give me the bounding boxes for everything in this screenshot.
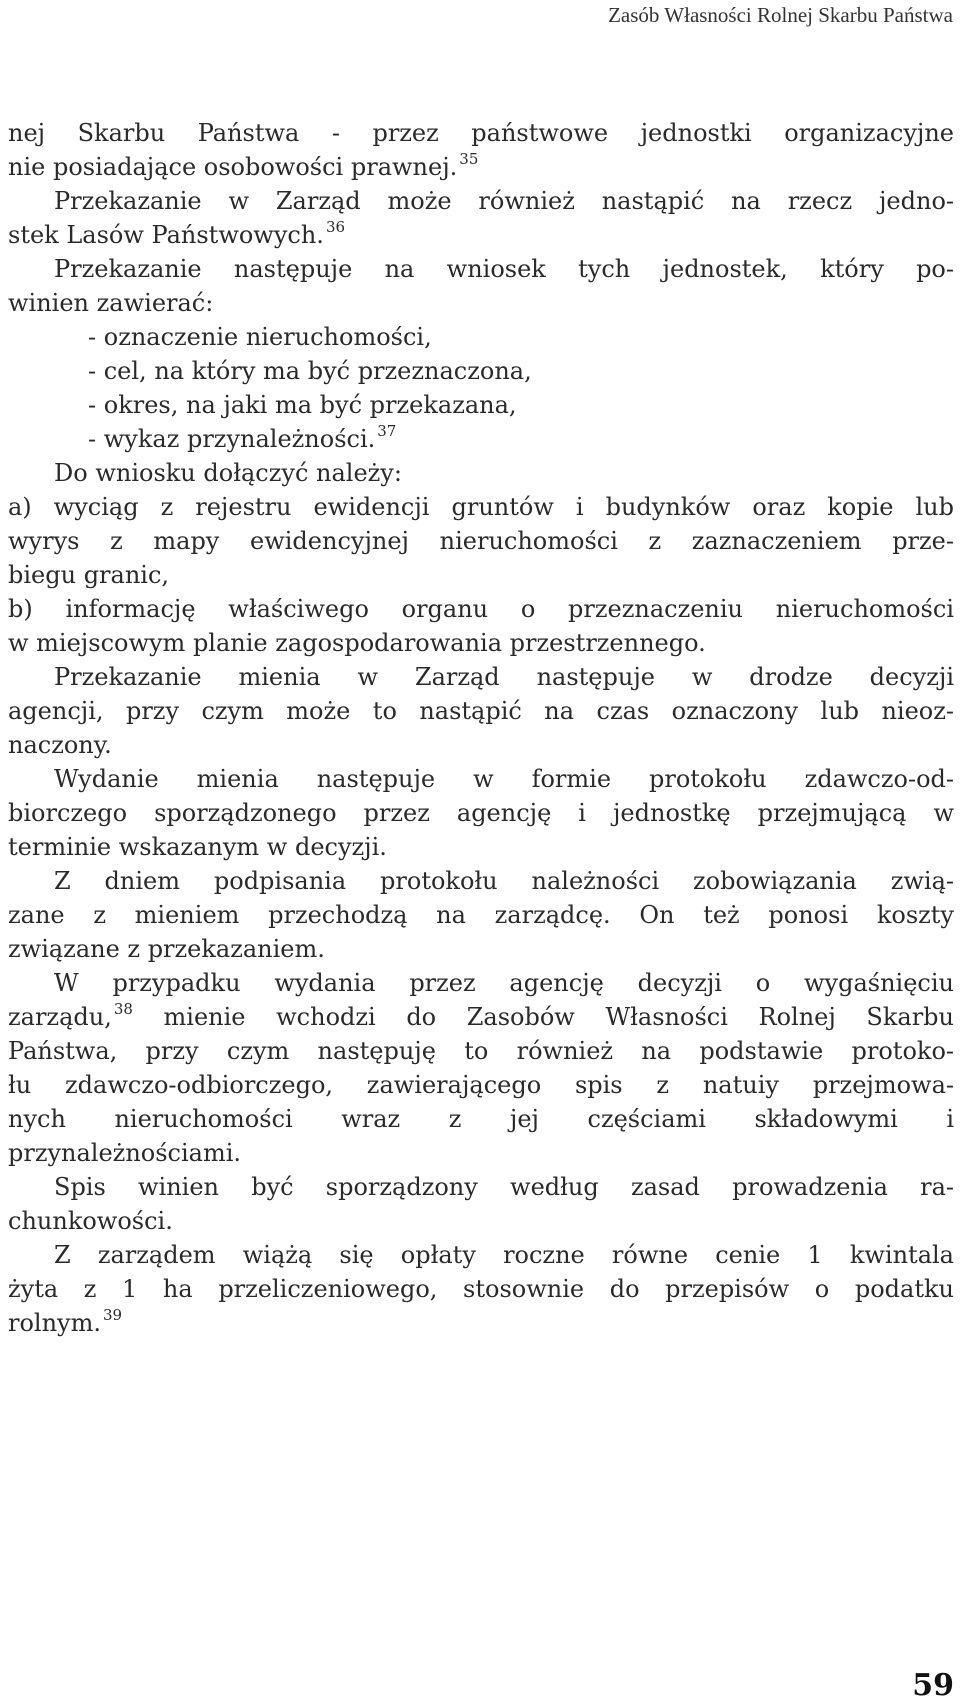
list-item: - oznaczenie nieruchomości,	[88, 323, 432, 351]
text-line: Do wniosku dołączyć należy:	[54, 459, 402, 487]
text-line: nej Skarbu Państwa - przez państwowe jednostki organizacyjne	[8, 119, 954, 147]
text-line: Przekazanie następuje na wniosek tych jednostek, który po-	[54, 255, 954, 283]
text-line: przynależnościami.	[8, 1139, 242, 1167]
text-line: zane z mieniem przechodzą na zarządcę. On też ponosi koszty	[8, 901, 954, 929]
text-line: wyrys z mapy ewidencyjnej nieruchomości z zaznaczeniem prze-	[8, 527, 954, 555]
footnote-ref: 39	[103, 1306, 123, 1324]
text-line: a) wyciąg z rejestru ewidencji gruntów i budynków oraz kopie lub	[8, 493, 954, 521]
text-line: Z zarządem wiążą się opłaty roczne równe cenie 1 kwintala	[54, 1241, 954, 1269]
text-line: biegu granic,	[8, 561, 170, 589]
list-item: - cel, na który ma być przeznaczona,	[88, 357, 532, 385]
text-line: chunkowości.	[8, 1207, 173, 1235]
text-line: żyta z 1 ha przeliczeniowego, stosownie do przepisów o podatku	[8, 1275, 954, 1303]
footnote-ref: 38	[113, 1000, 133, 1018]
text-line: związane z przekazaniem.	[8, 935, 325, 963]
text-line: nie posiadające osobowości prawnej. $^{35}$	[8, 150, 479, 181]
text-line: b) informację właściwego organu o przeznaczeniu nieruchomości	[8, 595, 954, 623]
list-item: - okres, na jaki ma być przekazana,	[88, 391, 517, 419]
text-line: biorczego sporządzonego przez agencję i jednostkę przejmującą w	[8, 799, 954, 827]
text-line: rolnym. $^{39}$	[8, 1306, 123, 1337]
text-line: Przekazanie w Zarząd może również nastąpić na rzecz jedno-	[54, 187, 954, 215]
footnote-ref: 37	[377, 422, 397, 440]
text-line: łu zdawczo-odbiorczego, zawierającego spis z natuiy przejmowa-	[8, 1071, 954, 1099]
list-item: - wykaz przynależności. $^{37}$	[88, 422, 397, 453]
footnote-ref: 36	[325, 218, 346, 236]
text-line: terminie wskazanym w decyzji.	[8, 833, 387, 861]
text-line: nych nieruchomości wraz z jej częściami składowymi i	[8, 1105, 954, 1133]
text-line: winien zawierać:	[8, 289, 214, 317]
text-line: agencji, przy czym może to nastąpić na czas oznaczony lub nieoz-	[8, 697, 954, 725]
text-line: Z dniem podpisania protokołu należności zobowiązania zwią-	[54, 867, 954, 895]
text-line: Wydanie mienia następuje w formie protokołu zdawczo-od-	[54, 765, 954, 793]
text-line: stek Lasów Państwowych. $^{36}$	[8, 218, 346, 249]
text-line: zarządu, $^{38}$ mienie wchodzi do Zasobów Własności Rolnej Skarbu	[8, 1000, 954, 1031]
text-line: Przekazanie mienia w Zarząd następuje w drodze decyzji	[54, 663, 954, 691]
running-header: Zasób Własności Rolnej Skarbu Państwa	[608, 3, 953, 27]
text-line: Spis winien być sporządzony według zasad prowadzenia ra-	[54, 1173, 954, 1201]
footnote-ref: 35	[459, 150, 479, 168]
text-line: W przypadku wydania przez agencję decyzji o wygaśnięciu	[54, 969, 954, 997]
text-line: Państwa, przy czym następuję to również na podstawie protoko-	[8, 1037, 954, 1065]
document-body	[8, 116, 954, 1340]
text-line: naczony.	[8, 731, 112, 759]
page-number: 59	[912, 1668, 954, 1703]
text-line: w miejscowym planie zagospodarowania przestrzennego.	[8, 629, 706, 657]
